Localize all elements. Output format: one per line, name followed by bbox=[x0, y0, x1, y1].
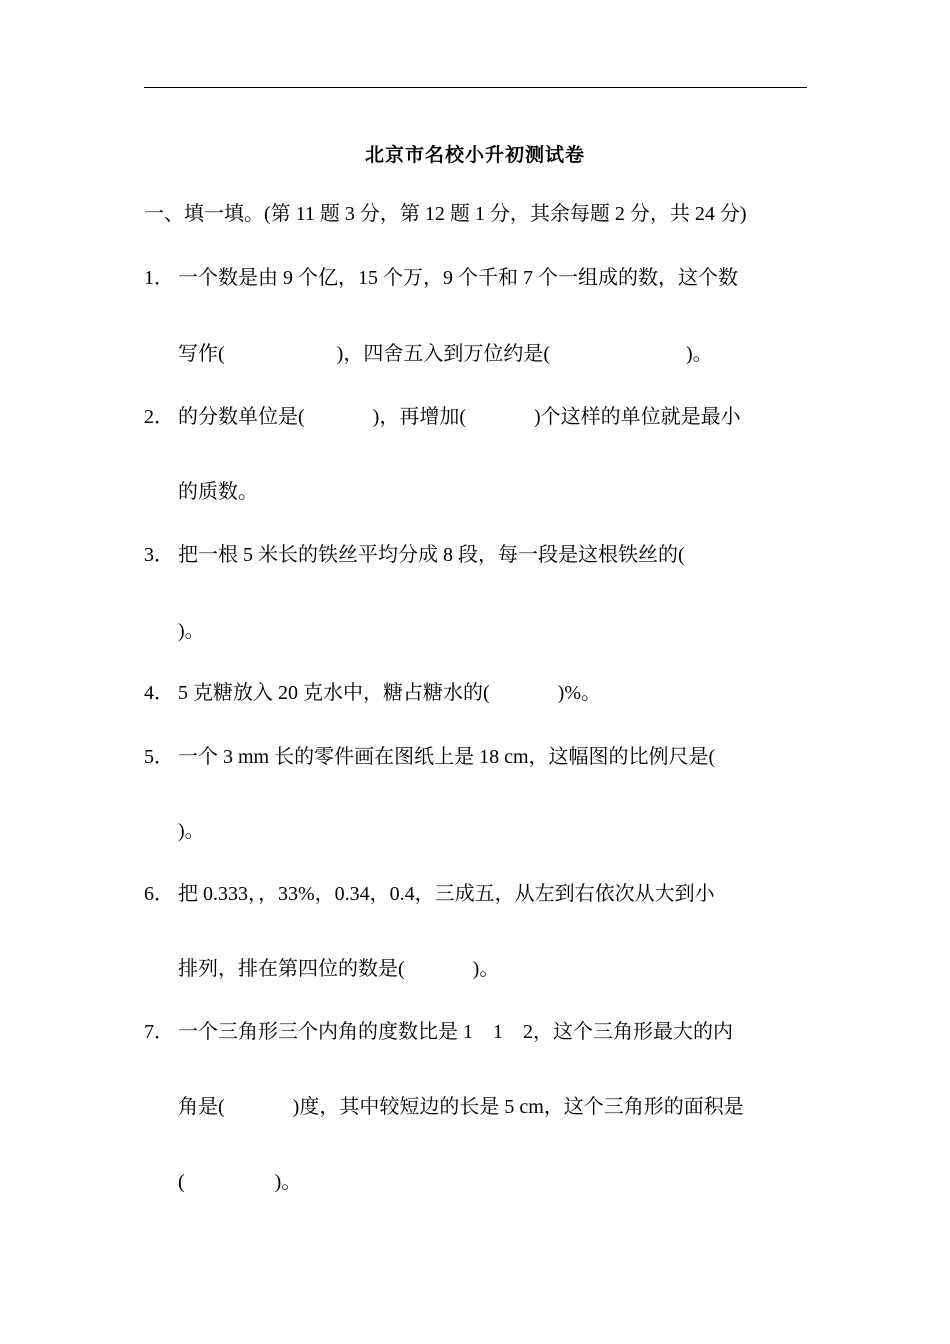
question-text-line2: )。 bbox=[178, 820, 205, 842]
answer-suffix: )个这样的单位就是最小 bbox=[534, 406, 741, 428]
answer-suffix: )度，其中较短边的长是 5 cm，这个三角形的面积是 bbox=[292, 1096, 744, 1118]
answer-prefix: 的分数单位是( bbox=[178, 406, 305, 428]
question-text bbox=[178, 681, 601, 705]
question-number: 6． bbox=[144, 883, 174, 905]
answer-prefix: ( bbox=[178, 1171, 185, 1193]
question-text: 把 0.333，，33%，0.34，0.4，三成五，从左到右依次从大到小 bbox=[178, 883, 715, 905]
answer-middle: )，四舍五入到万位约是( bbox=[336, 343, 550, 365]
answer-suffix: )%。 bbox=[557, 682, 601, 704]
answer-suffix: )。 bbox=[274, 1171, 302, 1193]
answer-prefix: 角是( bbox=[178, 1096, 225, 1118]
question-text-line2 bbox=[178, 342, 713, 366]
question-text: 一个 3 mm 长的零件画在图纸上是 18 cm，这幅图的比例尺是( bbox=[178, 746, 716, 768]
question-text-line3 bbox=[178, 1170, 301, 1194]
answer-middle: )，再增加( bbox=[372, 406, 466, 428]
answer-prefix: 5 克糖放入 20 克水中，糖占糖水的( bbox=[178, 682, 490, 704]
question-number: 2． bbox=[144, 406, 174, 428]
question-text: 把一根 5 米长的铁丝平均分成 8 段，每一段是这根铁丝的( bbox=[178, 544, 685, 566]
question-text-line2 bbox=[178, 957, 499, 981]
question-text: 一个三角形三个内角的度数比是 1 1 2，这个三角形最大的内 bbox=[178, 1021, 733, 1043]
question-number: 3． bbox=[144, 544, 174, 566]
question-number: 1． bbox=[144, 267, 174, 289]
section-heading: 一、填一填。(第 11 题 3 分，第 12 题 1 分，其余每题 2 分，共 24 分) bbox=[144, 203, 747, 225]
question-text-line2 bbox=[178, 1095, 744, 1119]
header-rule bbox=[144, 87, 807, 88]
question-number: 5． bbox=[144, 746, 174, 768]
question-text: 一个数是由 9 个亿，15 个万，9 个千和 7 个一组成的数，这个数 bbox=[178, 267, 738, 289]
answer-suffix: )。 bbox=[472, 958, 500, 980]
question-text bbox=[178, 405, 741, 429]
answer-prefix: 排列，排在第四位的数是( bbox=[178, 958, 405, 980]
answer-suffix: )。 bbox=[686, 343, 713, 365]
question-number: 7． bbox=[144, 1021, 174, 1043]
question-number: 4． bbox=[144, 682, 174, 704]
question-text-line2: )。 bbox=[178, 620, 205, 642]
question-text-line2: 的质数。 bbox=[178, 481, 258, 503]
page-title: 北京市名校小升初测试卷 bbox=[364, 144, 585, 166]
answer-prefix: 写作( bbox=[178, 343, 225, 365]
